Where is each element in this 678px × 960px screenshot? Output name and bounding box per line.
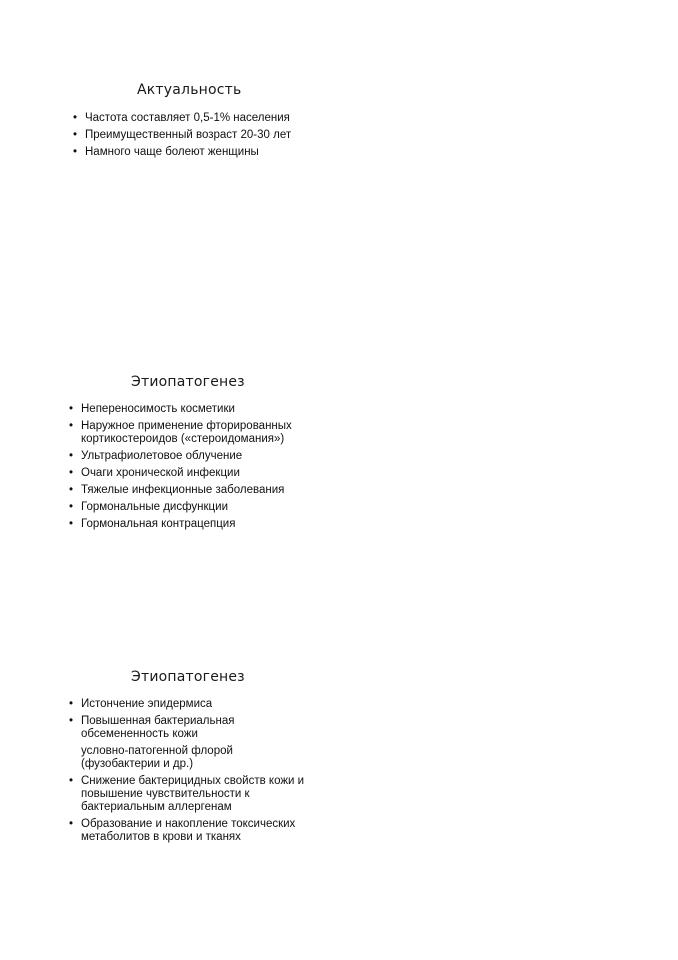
bullet-item: • Тяжелые инфекционные заболевания	[69, 484, 292, 497]
bullet-item: • Повышенная бактериальная обсемененность кожи	[69, 715, 304, 741]
bullet-item: • Гормональные дисфункции	[69, 501, 292, 514]
bullet-item: • Снижение бактерицидных свойств кожи и повышение чувствительности к бактериальным аллергенам	[69, 775, 304, 814]
bullet-list	[73, 112, 291, 163]
slide-title: Этиопатогенез	[131, 374, 245, 390]
bullet-item: • Преимущественный возраст 20-30 лет	[73, 129, 291, 142]
bullet-continuation: условно-патогенной флорой (фузобактерии и др.)	[81, 745, 233, 770]
bullet-item: • Намного чаще болеют женщины	[73, 146, 291, 159]
bullet-item: • Очаги хронической инфекции	[69, 467, 292, 480]
bullet-item: • Непереносимость косметики	[69, 403, 292, 416]
bullet-item: • Образование и накопление токсических метаболитов в крови и тканях	[69, 818, 304, 844]
slide-title: Актуальность	[137, 82, 242, 98]
bullet-item: • Гормональная контрацепция	[69, 518, 292, 531]
slide-title: Этиопатогенез	[131, 669, 245, 685]
bullet-item: • Ультрафиолетовое облучение	[69, 450, 292, 463]
bullet-list	[69, 698, 304, 848]
bullet-list	[69, 403, 292, 535]
bullet-item: • Частота составляет 0,5-1% населения	[73, 112, 291, 125]
bullet-item: • Истончение эпидермиса	[69, 698, 304, 711]
bullet-item: • Наружное применение фторированных кортикостероидов («стероидомания»)	[69, 420, 292, 446]
